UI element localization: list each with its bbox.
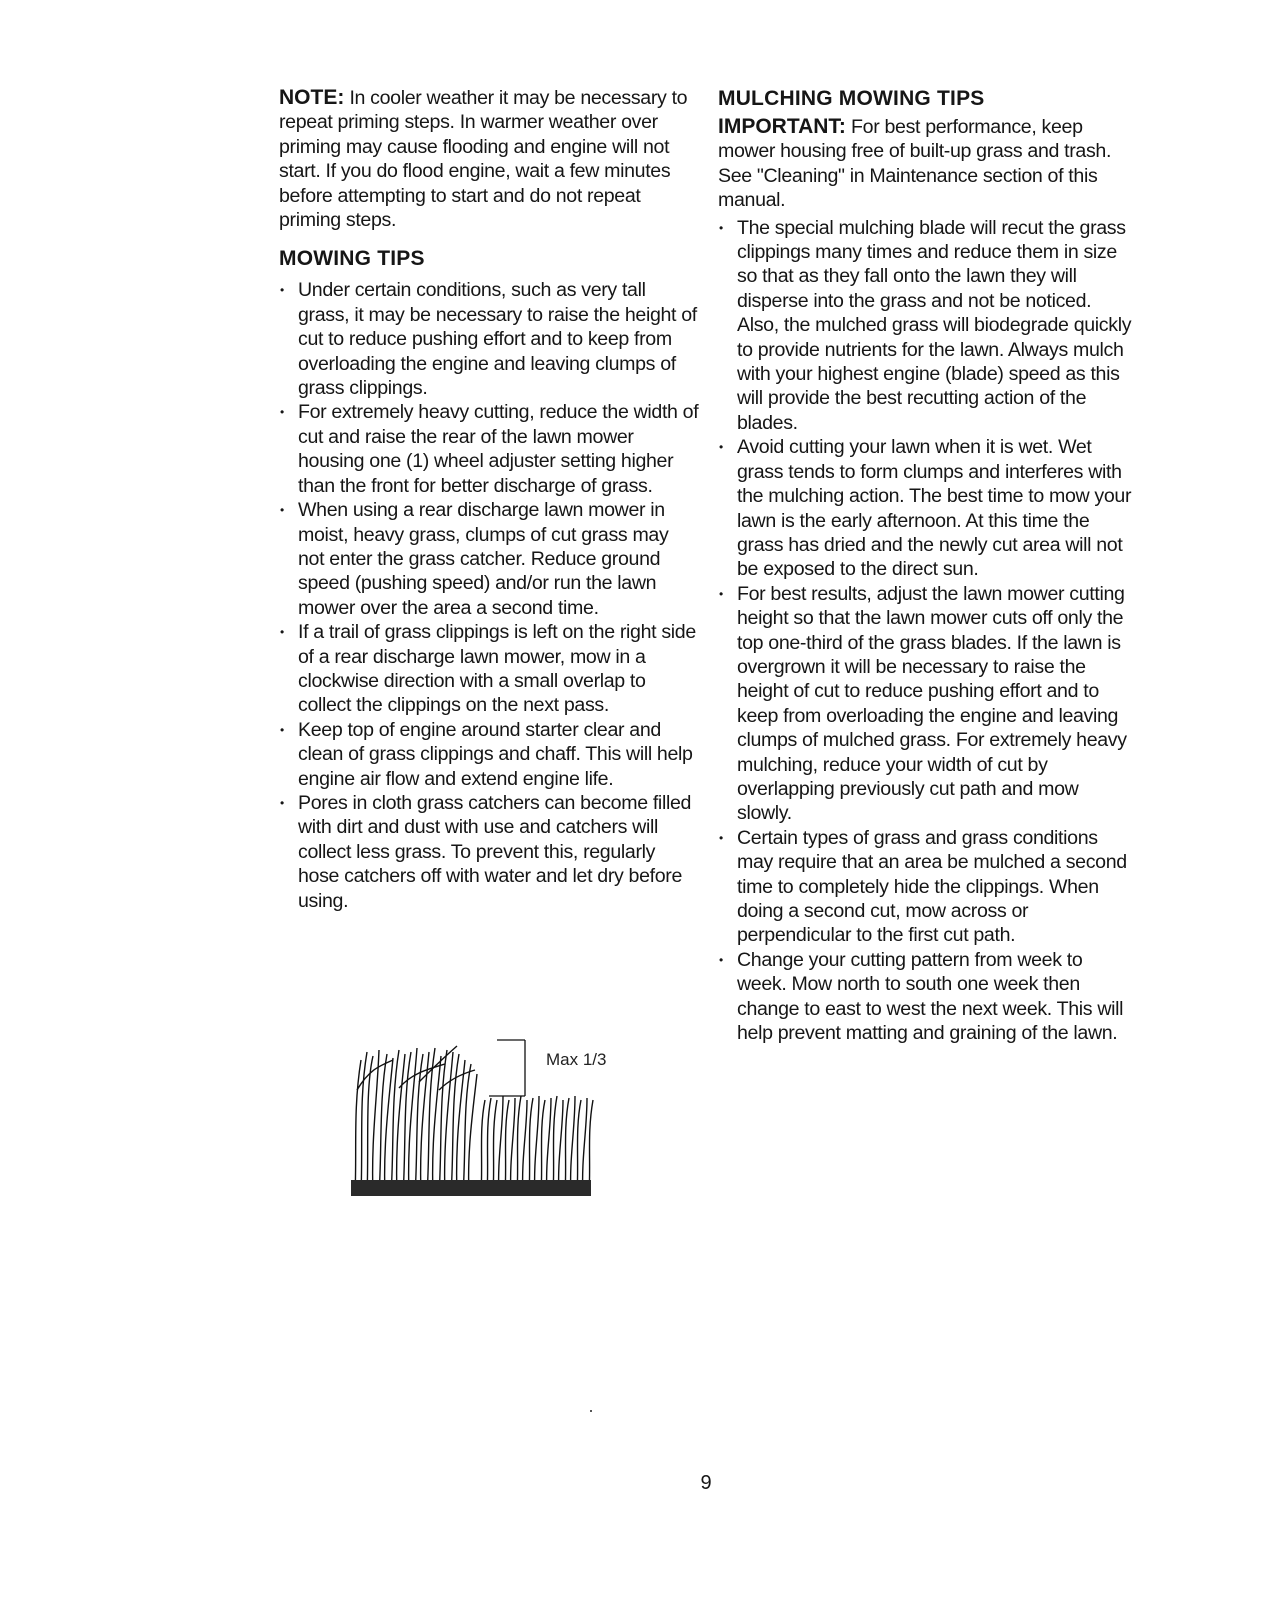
list-item (718, 582, 1133, 826)
list-item-text: Avoid cutting your lawn when it is wet. Wet grass tends to form clumps and interferes with the mulching action. The best time to mow your lawn is the early afternoon. At this time the grass has dried and the newly cut area will not be exposed to the direct sun. (737, 436, 1132, 581)
list-item-text: When using a rear discharge lawn mower in moist, heavy grass, clumps of cut grass may not enter the grass catcher. Reduce ground speed (pushing speed) and/or run the lawn mower over the area a second time. (298, 499, 669, 619)
grass-height-figure (349, 1030, 649, 1198)
right-column (718, 86, 1133, 1045)
mulching-tips-heading: MULCHING MOWING TIPS (718, 87, 985, 110)
list-item-text: For best results, adjust the lawn mower cutting height so that the lawn mower cuts off only the top one-third of the grass blades. If the lawn is overgrown it will be necessary to raise the height of cut to reduce pushing effort and to keep from overloading the engine and leaving clumps of mulched grass. For extremely heavy mulching, reduce your width of cut by overlapping previously cut path and mow slowly. (737, 582, 1127, 825)
list-item-text: Pores in cloth grass catchers can become filled with dirt and dust with use and catchers will collect less grass. To prevent this, regularly hose catchers off with water and let dry before using. (298, 791, 692, 912)
list-item (718, 216, 1133, 436)
list-item (279, 278, 699, 400)
max-one-third-label: Max 1/3 (546, 1050, 607, 1069)
bullet-icon: • (280, 625, 284, 640)
list-item (718, 948, 1133, 1046)
list-item (279, 498, 699, 620)
list-item-text: Under certain conditions, such as very tall grass, it may be necessary to raise the height of cut to reduce pushing effort and to keep from overloading the engine and leaving clumps of grass clippings. (298, 279, 697, 400)
list-item (279, 718, 699, 791)
important-label: IMPORTANT: (718, 115, 846, 138)
note-label: NOTE: (279, 86, 345, 109)
list-item-text: Certain types of grass and grass conditions may require that an area be mulched a second time to completely hide the clippings. When doing a second cut, mow across or perpendicular to the first cut path. (737, 826, 1127, 947)
list-item (718, 826, 1133, 948)
bullet-icon: • (719, 952, 723, 967)
bullet-icon: • (719, 440, 723, 455)
left-column (279, 86, 699, 913)
bullet-icon: • (719, 220, 723, 235)
list-item-text: The special mulching blade will recut the grass clippings many times and reduce them in size so that as they fall onto the lawn they will disperse into the grass and not be noticed. Also, the mulched grass will biodegrade quickly to provide nutrients for the lawn. Always mulch with your highest engine (blade) speed as this will provide the best recutting action of the blades. (737, 216, 1132, 434)
max-height-bracket (489, 1040, 525, 1096)
important-text: For best performance, keep mower housing free of built-up grass and trash. See "Cleaning" in Maintenance section of this manual. (718, 116, 1112, 212)
tall-grass-blades (355, 1046, 477, 1195)
list-item (718, 435, 1133, 581)
bullet-icon: • (280, 795, 284, 810)
bullet-icon: • (719, 830, 723, 845)
bullet-icon: • (280, 283, 284, 298)
scan-speck (590, 1410, 592, 1412)
list-item (279, 620, 699, 718)
list-item (279, 791, 699, 913)
mowing-tips-list (279, 278, 699, 913)
list-item-text: If a trail of grass clippings is left on the right side of a rear discharge lawn mower, mow in a clockwise direction with a small overlap to collect the clippings on the next pass. (298, 621, 696, 717)
bullet-icon: • (719, 586, 723, 601)
bullet-icon: • (280, 405, 284, 420)
list-item-text: Keep top of engine around starter clear and clean of grass clippings and chaff. This will help engine air flow and extend engine life. (298, 718, 693, 790)
list-item-text: Change your cutting pattern from week to week. Mow north to south one week then change to east to west the next week. This will help prevent matting and graining of the lawn. (737, 948, 1124, 1045)
page-number: 9 (700, 1472, 712, 1494)
note-paragraph (279, 86, 699, 232)
note-text: In cooler weather it may be necessary to repeat priming steps. In warmer weather over priming may cause flooding and engine will not start. If you do flood engine, wait a few minutes before attempting to start and do not repeat priming steps. (279, 87, 688, 232)
list-item-text: For extremely heavy cutting, reduce the width of cut and raise the rear of the lawn mower housing one (1) wheel adjuster setting higher than the front for better discharge of grass. (298, 401, 699, 497)
mulching-tips-list (718, 216, 1133, 1046)
bullet-icon: • (280, 722, 284, 737)
grass-roots (351, 1180, 591, 1196)
list-item (279, 400, 699, 498)
important-paragraph (718, 115, 1133, 213)
mowing-tips-heading: MOWING TIPS (279, 247, 425, 271)
bullet-icon: • (280, 503, 284, 518)
